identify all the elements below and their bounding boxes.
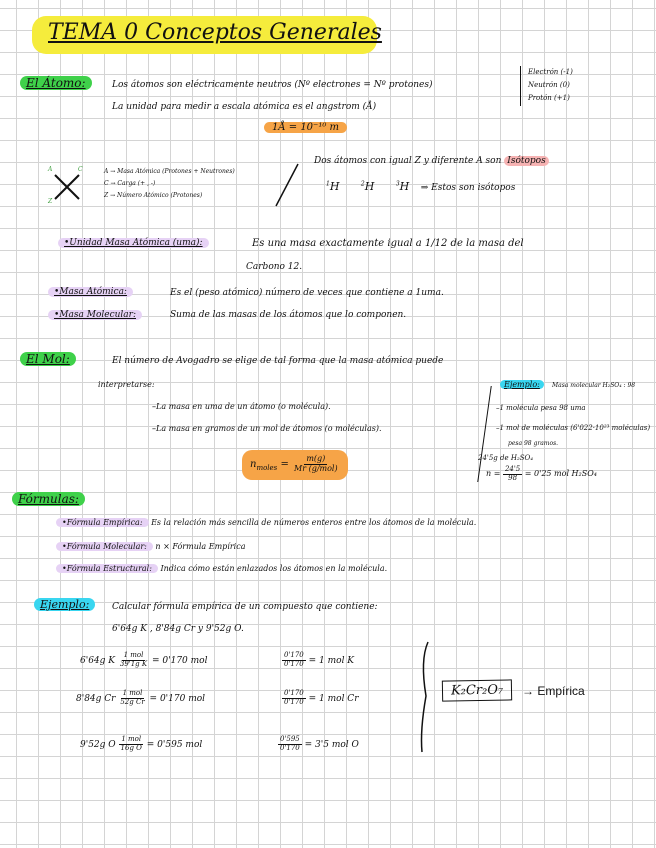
notation-item: A → Masa Atómica (Protones + Neutrones) bbox=[104, 168, 235, 175]
ejemplo-label: Ejemplo: bbox=[34, 598, 95, 611]
notation-item: Z → Número Atómico (Protones) bbox=[104, 192, 203, 199]
section-heading-mol: El Mol: bbox=[20, 352, 76, 366]
notation-letter-a: A bbox=[48, 166, 53, 173]
particle-item: Protón (+1) bbox=[528, 94, 570, 102]
calc-row: 6'64g K $\frac{\text{1 mol}}{\text{39'1g K}}$ = 0'170 mol bbox=[80, 651, 208, 668]
masa-molecular-label: •Masa Molecular: bbox=[48, 310, 142, 320]
isotopos-text: Dos átomos con igual Z y diferente A son Isótopos bbox=[314, 156, 549, 166]
empirical-label: → Empírica bbox=[522, 684, 585, 698]
calc-row-ratio: $\frac{0'595}{0'170}$ = 3'5 mol O bbox=[280, 735, 359, 752]
formula-item: •Fórmula Molecular: n × Fórmula Empírica bbox=[56, 542, 245, 551]
masa-atomica-text: Es el (peso atómico) número de veces que contiene a 1uma. bbox=[170, 288, 444, 298]
masa-atomica-label: •Masa Atómica: bbox=[48, 287, 133, 297]
mol-example-line: –1 molécula pesa 98 uma bbox=[496, 404, 586, 412]
isotope: $^3$H bbox=[395, 180, 410, 193]
mol-example-label: Ejemplo: bbox=[500, 380, 544, 389]
mol-line2: interpretarse: bbox=[98, 380, 155, 389]
notation-letter-c: C bbox=[78, 166, 83, 173]
ejemplo-statement2: 6'64g K , 8'84g Cr y 9'52g O. bbox=[112, 624, 244, 634]
isotopes-note: ⇒ Estos son isótopos bbox=[420, 183, 516, 193]
calc-row-ratio: $\frac{0'170}{0'170}$ = 1 mol Cr bbox=[284, 689, 359, 706]
mol-example-calc: n = $\frac{24'5}{98}$ = 0'25 mol H₂SO₄ bbox=[486, 465, 597, 482]
isotope: $^2$H bbox=[360, 180, 375, 193]
uma-text1: Es una masa exactamente igual a 1/12 de la masa del bbox=[252, 238, 524, 249]
empirical-formula-box: K₂Cr₂O₇ bbox=[442, 679, 513, 701]
calc-row-ratio: $\frac{0'170}{0'170}$ = 1 mol K bbox=[284, 651, 355, 668]
notation-cross-icon bbox=[52, 172, 82, 202]
moles-formula: $n_{moles}$ = $\frac{m(g)}{\text{Mr (g/mol)}}$ bbox=[242, 450, 348, 480]
mol-example-line: –1 mol de moléculas (6'022·10²³ moléculas) bbox=[496, 424, 651, 432]
ejemplo-statement1: Calcular fórmula empírica de un compuesto que contiene: bbox=[112, 602, 378, 612]
isotope: $^1$H bbox=[326, 180, 340, 193]
particles-brace bbox=[520, 66, 527, 106]
isotopes-row bbox=[326, 180, 515, 193]
calc-row: 8'84g Cr $\frac{\text{1 mol}}{\text{52g Cr}}$ = 0'170 mol bbox=[76, 689, 206, 706]
section-heading-formulas: Fórmulas: bbox=[12, 492, 85, 506]
mol-example-line: 24'5g de H₂SO₄ bbox=[478, 454, 534, 462]
section-heading-atomo: El Átomo: bbox=[20, 76, 92, 90]
atomo-line2: La unidad para medir a escala atómica es el angstrom (Å) bbox=[112, 102, 377, 112]
particle-item: Neutrón (0) bbox=[528, 81, 570, 89]
mol-bullet1: –La masa en uma de un átomo (o molécula). bbox=[152, 402, 331, 411]
formula-item: •Fórmula Empírica: Es la relación más sencilla de números enteros entre los átomos de la molécula. bbox=[56, 518, 476, 527]
divider-slash bbox=[274, 162, 300, 208]
masa-molecular-text: Suma de las masas de los átomos que lo componen. bbox=[170, 310, 407, 320]
atomo-line1: Los átomos son eléctricamente neutros (Nº electrones = Nº protones) bbox=[112, 80, 433, 90]
particle-list bbox=[528, 66, 573, 105]
notation-item: C → Carga (+ , -) bbox=[104, 180, 156, 187]
uma-text2: Carbono 12. bbox=[246, 262, 303, 272]
mol-bullet2: –La masa en gramos de un mol de átomos (o moléculas). bbox=[152, 424, 382, 433]
result-brace bbox=[416, 640, 436, 754]
calc-row: 9'52g O $\frac{\text{1 mol}}{\text{16g O}}$ = 0'595 mol bbox=[80, 735, 203, 752]
isotopos-word: Isótopos bbox=[504, 156, 548, 166]
formula-item: •Fórmula Estructural: Indica cómo están enlazados los átomos en la molécula. bbox=[56, 564, 387, 573]
mol-line1: El número de Avogadro se elige de tal forma que la masa atómica puede bbox=[112, 356, 444, 366]
uma-label: •Unidad Masa Atómica (uma): bbox=[58, 238, 209, 248]
mol-example-title: Masa molecular H₂SO₄ : 98 bbox=[552, 382, 636, 389]
page-title: TEMA 0 Conceptos Generales bbox=[48, 20, 382, 45]
angstrom-formula: 1Å = 10⁻¹⁰ m bbox=[264, 122, 347, 133]
mol-example-line: pesa 98 gramos. bbox=[508, 440, 559, 447]
notation-letter-z: Z bbox=[48, 198, 53, 205]
notation-list bbox=[104, 166, 235, 202]
particle-item: Electrón (-1) bbox=[528, 68, 573, 76]
